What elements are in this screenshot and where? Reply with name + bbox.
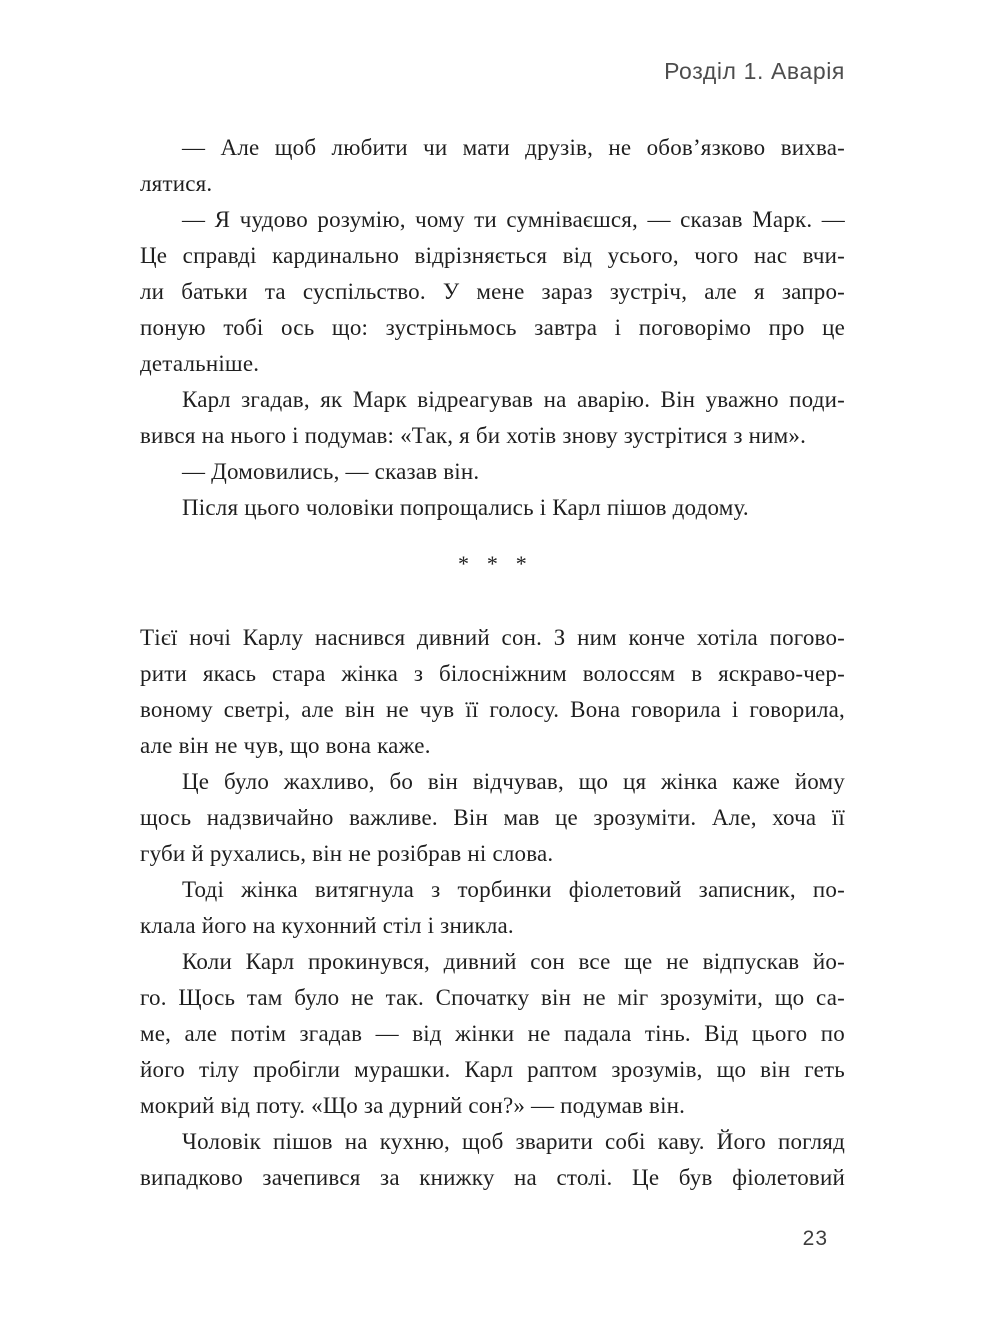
text-line: Тієї ночі Карлу наснився дивний сон. З ним конче хотіла погово- bbox=[140, 625, 845, 650]
text-line: ме, але потім згадав — від жінки не падала тінь. Від цього по bbox=[140, 1021, 845, 1046]
text-line: — Домовились, — сказав він. bbox=[182, 459, 480, 484]
text-line: вився на нього і подумав: «Так, я би хотів знову зустрітися з ним». bbox=[140, 423, 807, 448]
text-line: — Але щоб любити чи мати друзів, не обов’язково вихва- bbox=[182, 135, 845, 160]
paragraph bbox=[140, 454, 845, 490]
text-line: рити якась стара жінка з білосніжним волоссям в яскраво-чер- bbox=[140, 661, 845, 686]
body-text bbox=[140, 130, 845, 1196]
text-line: го. Щось там було не так. Спочатку він не міг зрозуміти, що са- bbox=[140, 985, 845, 1010]
text-line: щось надзвичайно важливе. Він мав це зрозуміти. Але, хоча її bbox=[140, 805, 845, 830]
text-line: клала його на кухонний стіл і зникла. bbox=[140, 913, 514, 938]
text-line: Це було жахливо, бо він відчував, що ця жінка каже йому bbox=[182, 769, 845, 794]
text-line: Карл згадав, як Марк відреагував на аварію. Він уважно поди- bbox=[182, 387, 845, 412]
paragraph bbox=[140, 620, 845, 764]
paragraph bbox=[140, 382, 845, 454]
text-line: Чоловік пішов на кухню, щоб зварити собі каву. Його погляд bbox=[182, 1129, 845, 1154]
text-line: воному светрі, але він не чув її голосу. Вона говорила і говорила, bbox=[140, 697, 845, 722]
text-line: його тілу пробігли мурашки. Карл раптом зрозумів, що він геть bbox=[140, 1057, 845, 1082]
paragraph bbox=[140, 490, 845, 526]
paragraph bbox=[140, 202, 845, 382]
text-line: Коли Карл прокинувся, дивний сон все ще не відпускав йо- bbox=[182, 949, 845, 974]
paragraph bbox=[140, 872, 845, 944]
text-line: випадково зачепився за книжку на столі. Це був фіолетовий bbox=[140, 1165, 845, 1190]
section-separator: * * * bbox=[458, 551, 527, 576]
paragraph bbox=[140, 764, 845, 872]
text-line: — Я чудово розумію, чому ти сумніваєшся, — сказав Марк. — bbox=[182, 207, 845, 232]
paragraph bbox=[140, 130, 845, 202]
text-line: Після цього чоловіки попрощались і Карл пішов додому. bbox=[182, 495, 749, 520]
text-line: Тоді жінка витягнула з торбинки фіолетовий записник, по- bbox=[182, 877, 845, 902]
text-line: Це справді кардинально відрізняється від усього, чого нас вчи- bbox=[140, 243, 845, 268]
paragraph bbox=[140, 1124, 845, 1196]
text-line: детальніше. bbox=[140, 351, 260, 376]
text-line: мокрий від поту. «Що за дурний сон?» — подумав він. bbox=[140, 1093, 686, 1118]
text-line: поную тобі ось що: зустріньмось завтра і поговорімо про це bbox=[140, 315, 845, 340]
text-line: губи й рухались, він не розібрав ні слова. bbox=[140, 841, 554, 866]
paragraph bbox=[140, 944, 845, 1124]
text-line: ли батьки та суспільство. У мене зараз зустріч, але я запро- bbox=[140, 279, 845, 304]
page-number: 23 bbox=[802, 1227, 828, 1250]
text-line: але він не чув, що вона каже. bbox=[140, 733, 431, 758]
running-head: Розділ 1. Аварія bbox=[664, 58, 845, 84]
text-line: лятися. bbox=[140, 171, 213, 196]
